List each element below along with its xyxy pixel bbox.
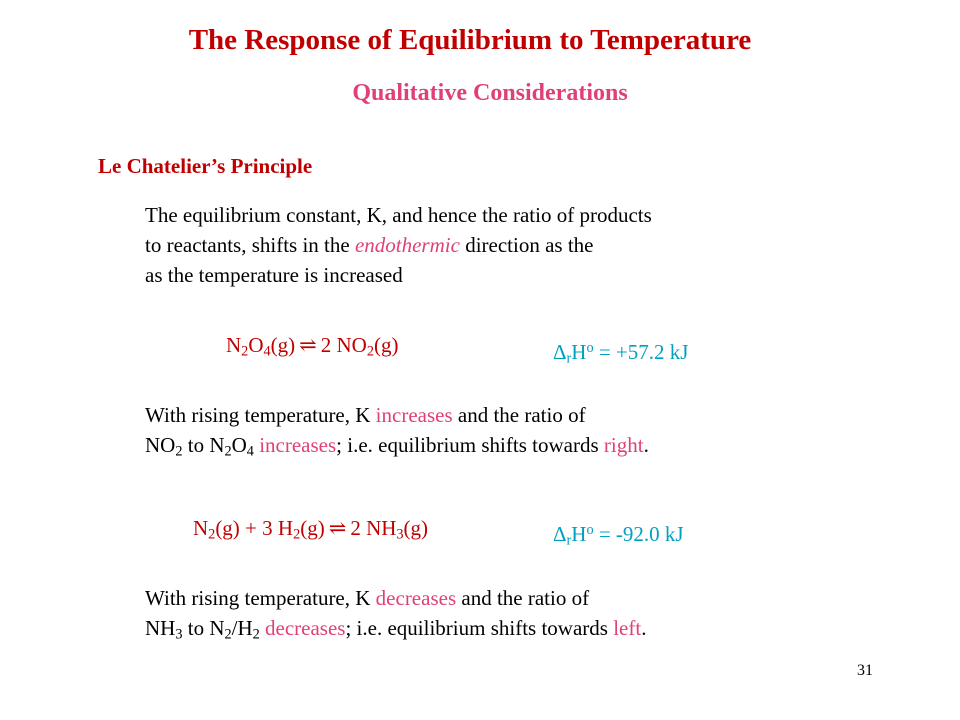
eq-text: 2 NO <box>320 333 367 357</box>
eq-text: O <box>248 333 264 357</box>
eq-subscript: 2 <box>224 626 232 643</box>
explain-text: With rising temperature, K <box>145 586 376 610</box>
highlight-term: increases <box>259 433 337 457</box>
explain-text: and the ratio of <box>452 403 586 427</box>
intro-paragraph <box>145 200 652 290</box>
eq-text: H <box>571 522 587 546</box>
eq-text: 2 NH <box>350 516 397 540</box>
eq-subscript: 4 <box>263 343 271 360</box>
intro-line-3: as the temperature is increased <box>145 263 403 287</box>
explain-text: to N <box>182 433 225 457</box>
eq-text: N <box>226 333 242 357</box>
highlight-term: left <box>613 616 642 640</box>
explain-text: ; i.e. equilibrium shifts towards <box>336 433 604 457</box>
eq-subscript: 2 <box>293 526 301 543</box>
delta-symbol: Δ <box>553 522 567 546</box>
reaction-1-enthalpy <box>553 340 688 365</box>
explain-text: With rising temperature, K <box>145 403 376 427</box>
explain-text: /H <box>231 616 253 640</box>
standard-state-superscript: o <box>586 339 594 356</box>
eq-subscript: 2 <box>224 443 232 460</box>
reaction-2-explanation <box>145 583 646 643</box>
reaction-2-equation <box>193 516 428 541</box>
slide-subtitle: Qualitative Considerations <box>352 80 628 106</box>
slide-title: The Response of Equilibrium to Temperature <box>188 24 752 56</box>
eq-subscript: 2 <box>175 443 183 460</box>
delta-symbol: Δ <box>553 340 567 364</box>
highlight-term: increases <box>375 403 453 427</box>
explanation-line-2 <box>145 430 649 460</box>
eq-subscript: 2 <box>252 626 260 643</box>
eq-subscript: 4 <box>246 443 254 460</box>
highlight-term: decreases <box>375 586 457 610</box>
standard-state-superscript: o <box>586 521 594 538</box>
eq-subscript: 2 <box>366 343 374 360</box>
eq-subscript: 2 <box>208 526 216 543</box>
eq-text: (g) <box>270 333 296 357</box>
equilibrium-arrow-icon: ⇌ <box>328 516 347 540</box>
explain-text: to N <box>182 616 225 640</box>
highlight-term: decreases <box>265 616 346 640</box>
eq-subscript: 3 <box>175 626 183 643</box>
eq-subscript: r <box>566 532 572 549</box>
explain-text: ; i.e. equilibrium shifts towards <box>345 616 614 640</box>
eq-text: (g) <box>300 516 325 540</box>
explain-text: O <box>231 433 247 457</box>
section-heading: Le Chatelier’s Principle <box>98 154 313 178</box>
reaction-2-enthalpy <box>553 522 684 547</box>
explanation-line-1 <box>145 583 646 613</box>
equilibrium-arrow-icon: ⇌ <box>299 333 317 357</box>
eq-subscript: 2 <box>241 343 249 360</box>
enthalpy-value: = +57.2 kJ <box>593 340 689 364</box>
intro-text: direction as the <box>459 233 594 257</box>
eq-text: H <box>571 340 587 364</box>
explain-text: . <box>641 616 647 640</box>
explain-text: and the ratio of <box>456 586 590 610</box>
eq-subscript: 3 <box>396 526 404 543</box>
explain-text: NH <box>145 616 176 640</box>
reaction-1-equation <box>226 333 398 358</box>
explanation-line-2 <box>145 613 646 643</box>
explanation-line-1 <box>145 400 649 430</box>
eq-text: (g) + 3 H <box>215 516 294 540</box>
endothermic-term: endothermic <box>354 233 460 257</box>
eq-text: N <box>193 516 209 540</box>
intro-line-2 <box>145 230 652 260</box>
reaction-1-explanation <box>145 400 649 460</box>
explain-text: NO <box>145 433 176 457</box>
page-number: 31 <box>857 662 873 679</box>
enthalpy-value: = -92.0 kJ <box>593 522 684 546</box>
eq-text: (g) <box>403 516 429 540</box>
intro-text: to reactants, shifts in the <box>145 233 355 257</box>
explain-text: . <box>643 433 649 457</box>
eq-subscript: r <box>566 350 572 367</box>
eq-text: (g) <box>373 333 399 357</box>
intro-line-1: The equilibrium constant, K, and hence the ratio of products <box>145 203 652 227</box>
highlight-term: right <box>603 433 644 457</box>
